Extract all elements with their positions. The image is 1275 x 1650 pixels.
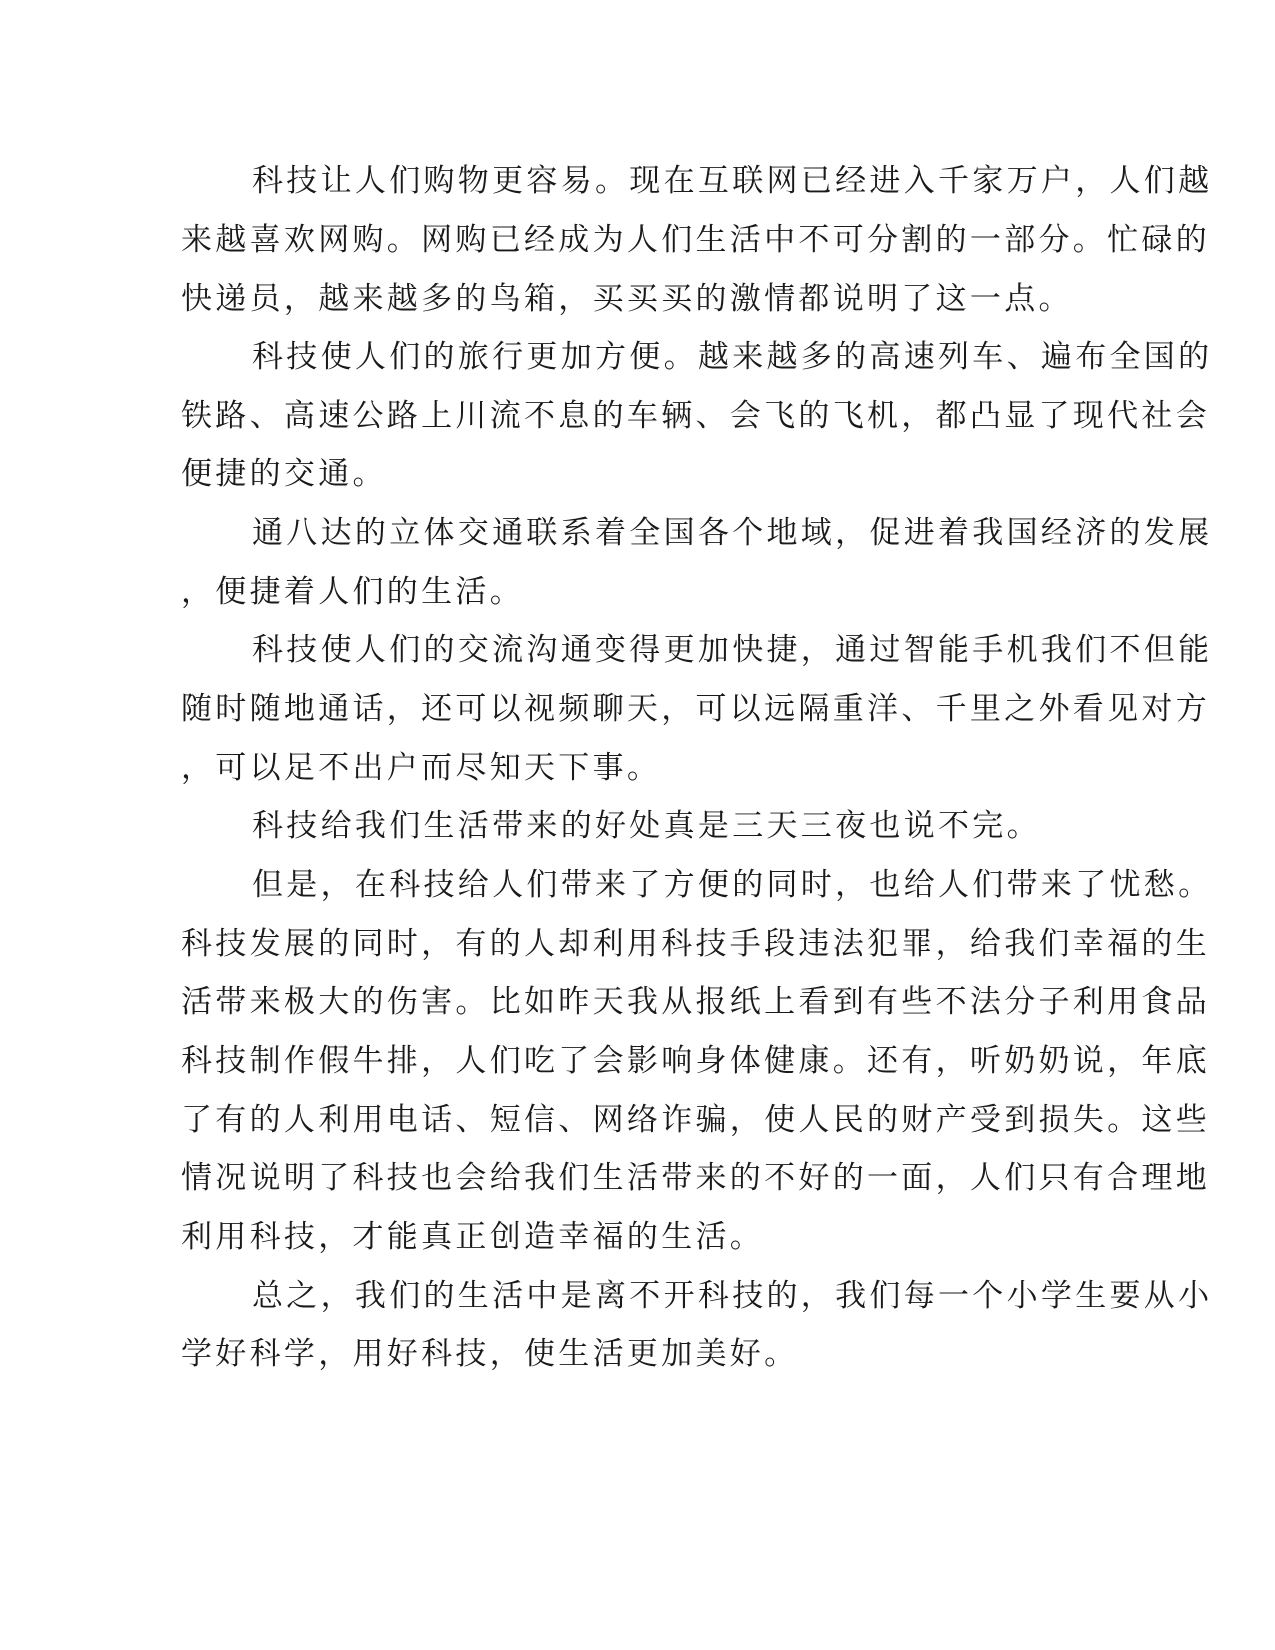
paragraph-1-line-1: 科技让人们购物更容易。现在互联网已经进入千家万户，人们越: [252, 163, 1213, 199]
paragraph-5-line-1: 科技给我们生活带来的好处真是三天三夜也说不完。: [252, 808, 1041, 844]
paragraph-6-line-7: 利用科技，才能真正创造幸福的生活。: [181, 1219, 765, 1255]
paragraph-3-line-2: ，便捷着人们的生活。: [181, 574, 524, 610]
paragraph-6-line-3: 活带来极大的伤害。比如昨天我从报纸上看到有些不法分子利用食品: [181, 984, 1210, 1020]
paragraph-6-line-5: 了有的人利用电话、短信、网络诈骗，使人民的财产受到损失。这些: [181, 1102, 1210, 1138]
paragraph-6-line-6: 情况说明了科技也会给我们生活带来的不好的一面，人们只有合理地: [181, 1160, 1210, 1196]
paragraph-4-line-3: ，可以足不出户而尽知天下事。: [181, 750, 662, 786]
paragraph-7-line-1: 总之，我们的生活中是离不开科技的，我们每一个小学生要从小: [252, 1278, 1213, 1314]
paragraph-4-line-1: 科技使人们的交流沟通变得更加快捷，通过智能手机我们不但能: [252, 632, 1213, 668]
paragraph-1-line-3: 快递员，越来越多的鸟箱，买买买的激情都说明了这一点。: [181, 281, 1073, 317]
paragraph-2-line-3: 便捷的交通。: [181, 456, 387, 492]
paragraph-6-line-2: 科技发展的同时，有的人却利用科技手段违法犯罪，给我们幸福的生: [181, 926, 1210, 962]
paragraph-7-line-2: 学好科学，用好科技，使生活更加美好。: [181, 1336, 799, 1372]
paragraph-2-line-2: 铁路、高速公路上川流不息的车辆、会飞的飞机，都凸显了现代社会: [181, 398, 1210, 434]
paragraph-6-line-1: 但是，在科技给人们带来了方便的同时，也给人们带来了忧愁。: [252, 867, 1213, 903]
paragraph-2-line-1: 科技使人们的旅行更加方便。越来越多的高速列车、遍布全国的: [252, 339, 1213, 375]
paragraph-3-line-1: 通八达的立体交通联系着全国各个地域，促进着我国经济的发展: [252, 515, 1213, 551]
paragraph-1-line-2: 来越喜欢网购。网购已经成为人们生活中不可分割的一部分。忙碌的: [181, 222, 1210, 258]
paragraph-6-line-4: 科技制作假牛排，人们吃了会影响身体健康。还有，听奶奶说，年底: [181, 1043, 1210, 1079]
paragraph-4-line-2: 随时随地通话，还可以视频聊天，可以远隔重洋、千里之外看见对方: [181, 691, 1210, 727]
